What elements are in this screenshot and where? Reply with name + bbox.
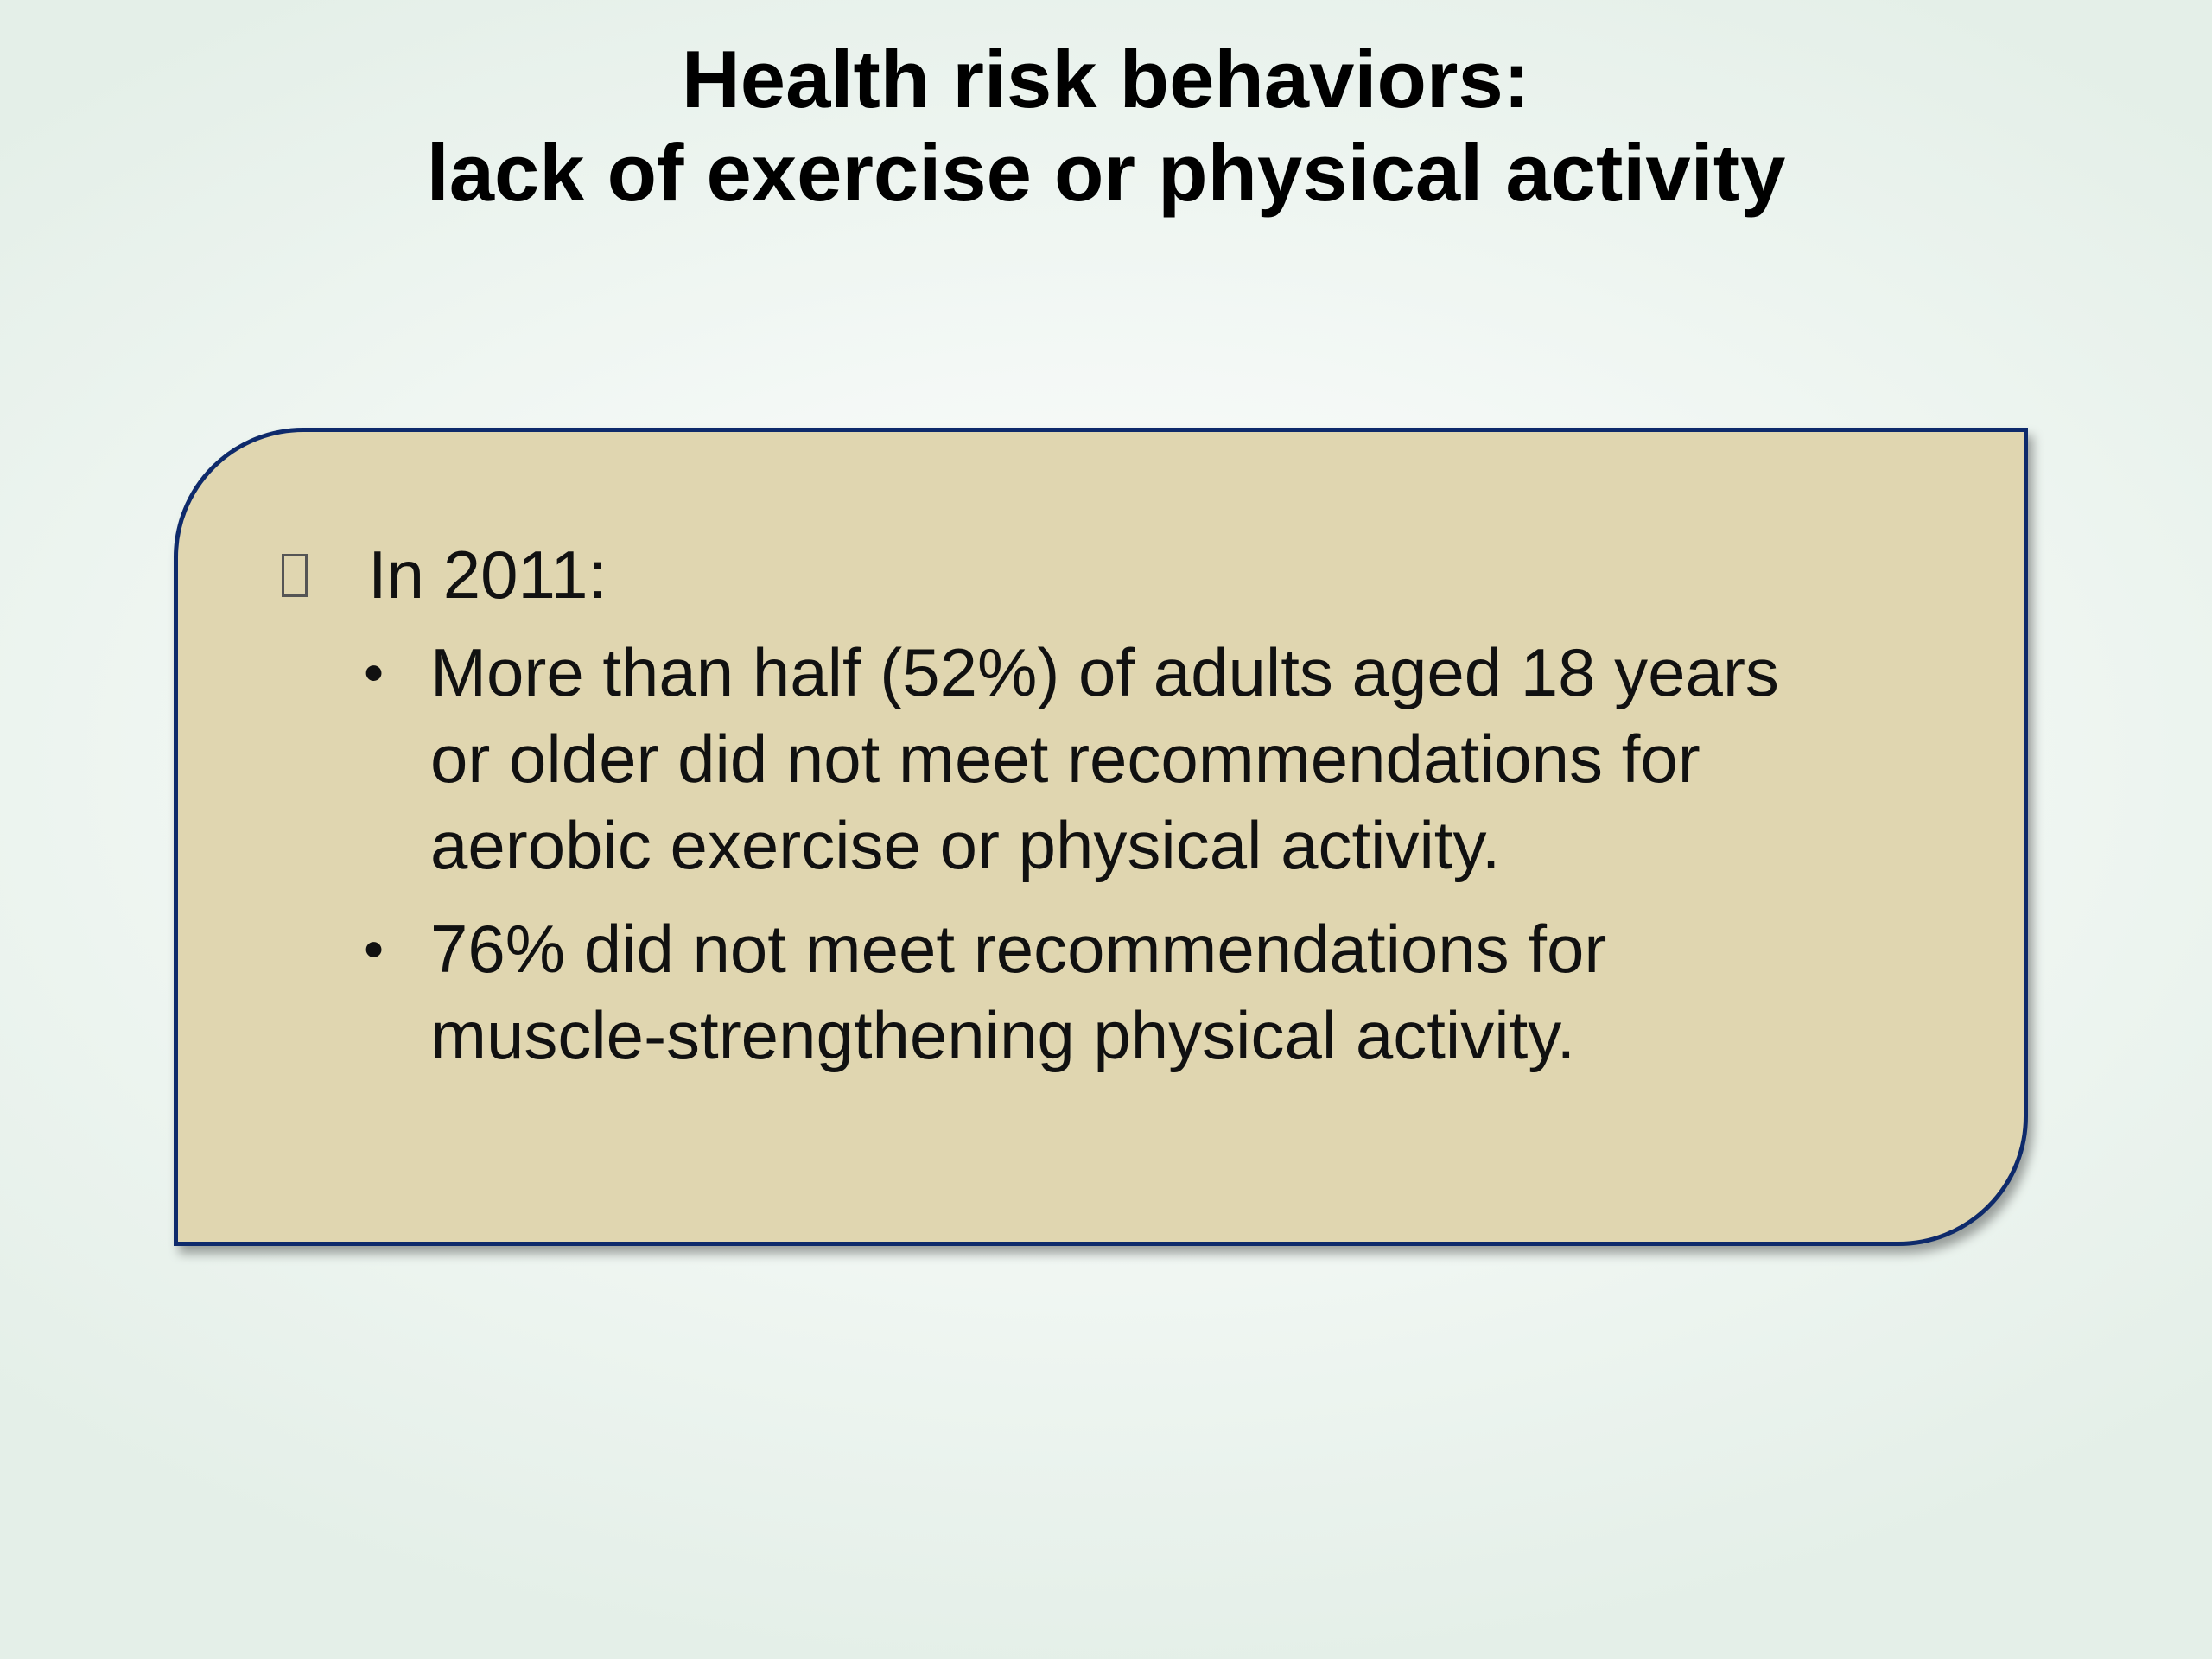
sub-bullet-line: aerobic exercise or physical activity.: [430, 807, 1501, 883]
bullet-label: In 2011:: [368, 537, 607, 613]
slide-title: [0, 33, 2212, 219]
content-box: [174, 428, 2028, 1246]
sub-bullet-line: muscle-strengthening physical activity.: [430, 997, 1576, 1073]
sub-bullet-line: or older did not meet recommendations for: [430, 721, 1700, 797]
title-line-1: Health risk behaviors:: [681, 34, 1531, 124]
sub-bullet-aerobic: [364, 629, 1919, 888]
sub-bullet-line: More than half (52%) of adults aged 18 years: [430, 634, 1779, 710]
square-bullet-icon: [282, 554, 308, 597]
sub-bullet-list: [364, 629, 1919, 1096]
sub-bullet-muscle: [364, 906, 1919, 1078]
sub-bullet-line: 76% did not meet recommendations for: [430, 911, 1607, 987]
title-line-2: lack of exercise or physical activity: [426, 127, 1786, 218]
bullet-dot-icon: •: [364, 640, 385, 704]
bullet-dot-icon: •: [364, 917, 385, 981]
